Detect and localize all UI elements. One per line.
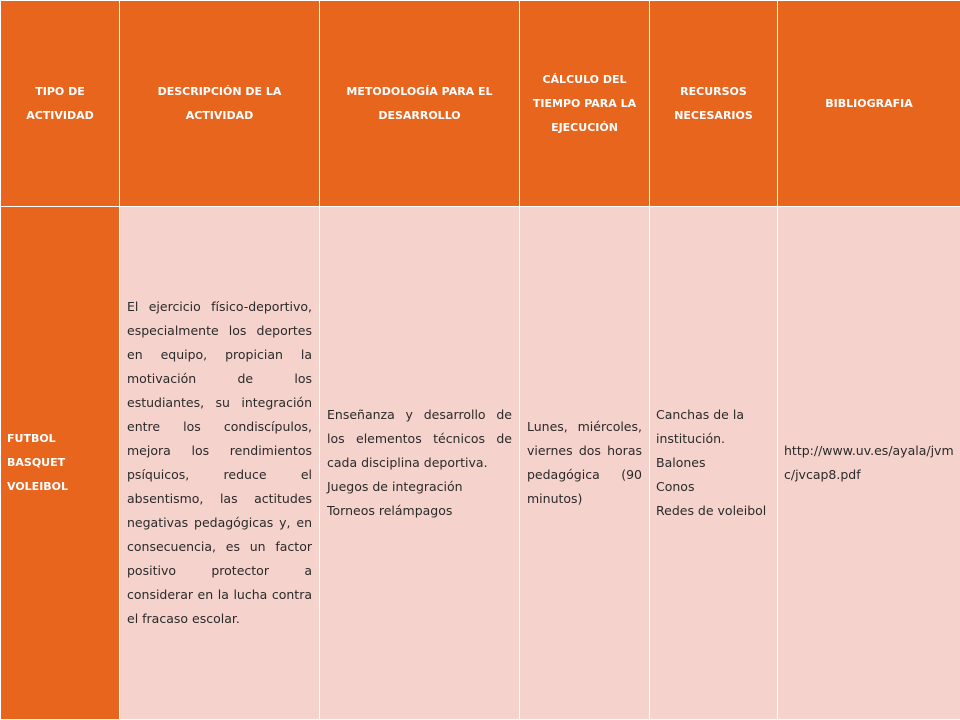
methodology-item: Torneos relámpagos [327, 503, 453, 518]
methodology-item: Juegos de integración [327, 479, 463, 494]
methodology-item: Enseñanza y desarrollo de los elementos técnicos de cada disciplina deportiva. [327, 407, 512, 470]
table-row [1, 207, 960, 720]
cell-tipo [1, 207, 120, 720]
cell-calculo: Lunes, miércoles, viernes dos horas pedagógica (90 minutos) [520, 207, 650, 720]
cell-metodologia [320, 207, 520, 720]
header-bibliografia: BIBLIOGRAFIA [778, 1, 960, 207]
header-recursos: RECURSOS NECESARIOS [650, 1, 778, 207]
activity-type: VOLEIBOL [7, 480, 69, 493]
cell-bibliografia [778, 207, 960, 720]
resource-item: Conos [656, 479, 695, 494]
activity-type: FUTBOL [7, 432, 56, 445]
cell-descripcion: El ejercicio físico-deportivo, especialmente los deportes en equipo, propician la motivación de los estudiantes, su integración entre los condiscípulos, mejora los rendimientos psíquicos, reduce el absentismo, las actitudes negativas pedagógicas y, en consecuencia, es un factor positivo protector a considerar en la lucha contra el fracaso escolar. [120, 207, 320, 720]
header-metodologia: METODOLOGÍA PARA EL DESARROLLO [320, 1, 520, 207]
resource-item: Redes de voleibol [656, 503, 767, 518]
header-calculo: CÁLCULO DEL TIEMPO PARA LA EJECUCIÓN [520, 1, 650, 207]
resource-item: Canchas de la institución. [656, 407, 744, 446]
header-descripcion: DESCRIPCIÓN DE LA ACTIVIDAD [120, 1, 320, 207]
resource-item: Balones [656, 455, 706, 470]
activity-type: BASQUET [7, 456, 66, 469]
header-row [1, 1, 960, 207]
cell-recursos [650, 207, 778, 720]
bibliography-link[interactable]: http://www.uv.es/ayala/jvmc/jvcap8.pdf [784, 443, 954, 482]
header-tipo: TIPO DE ACTIVIDAD [1, 1, 120, 207]
